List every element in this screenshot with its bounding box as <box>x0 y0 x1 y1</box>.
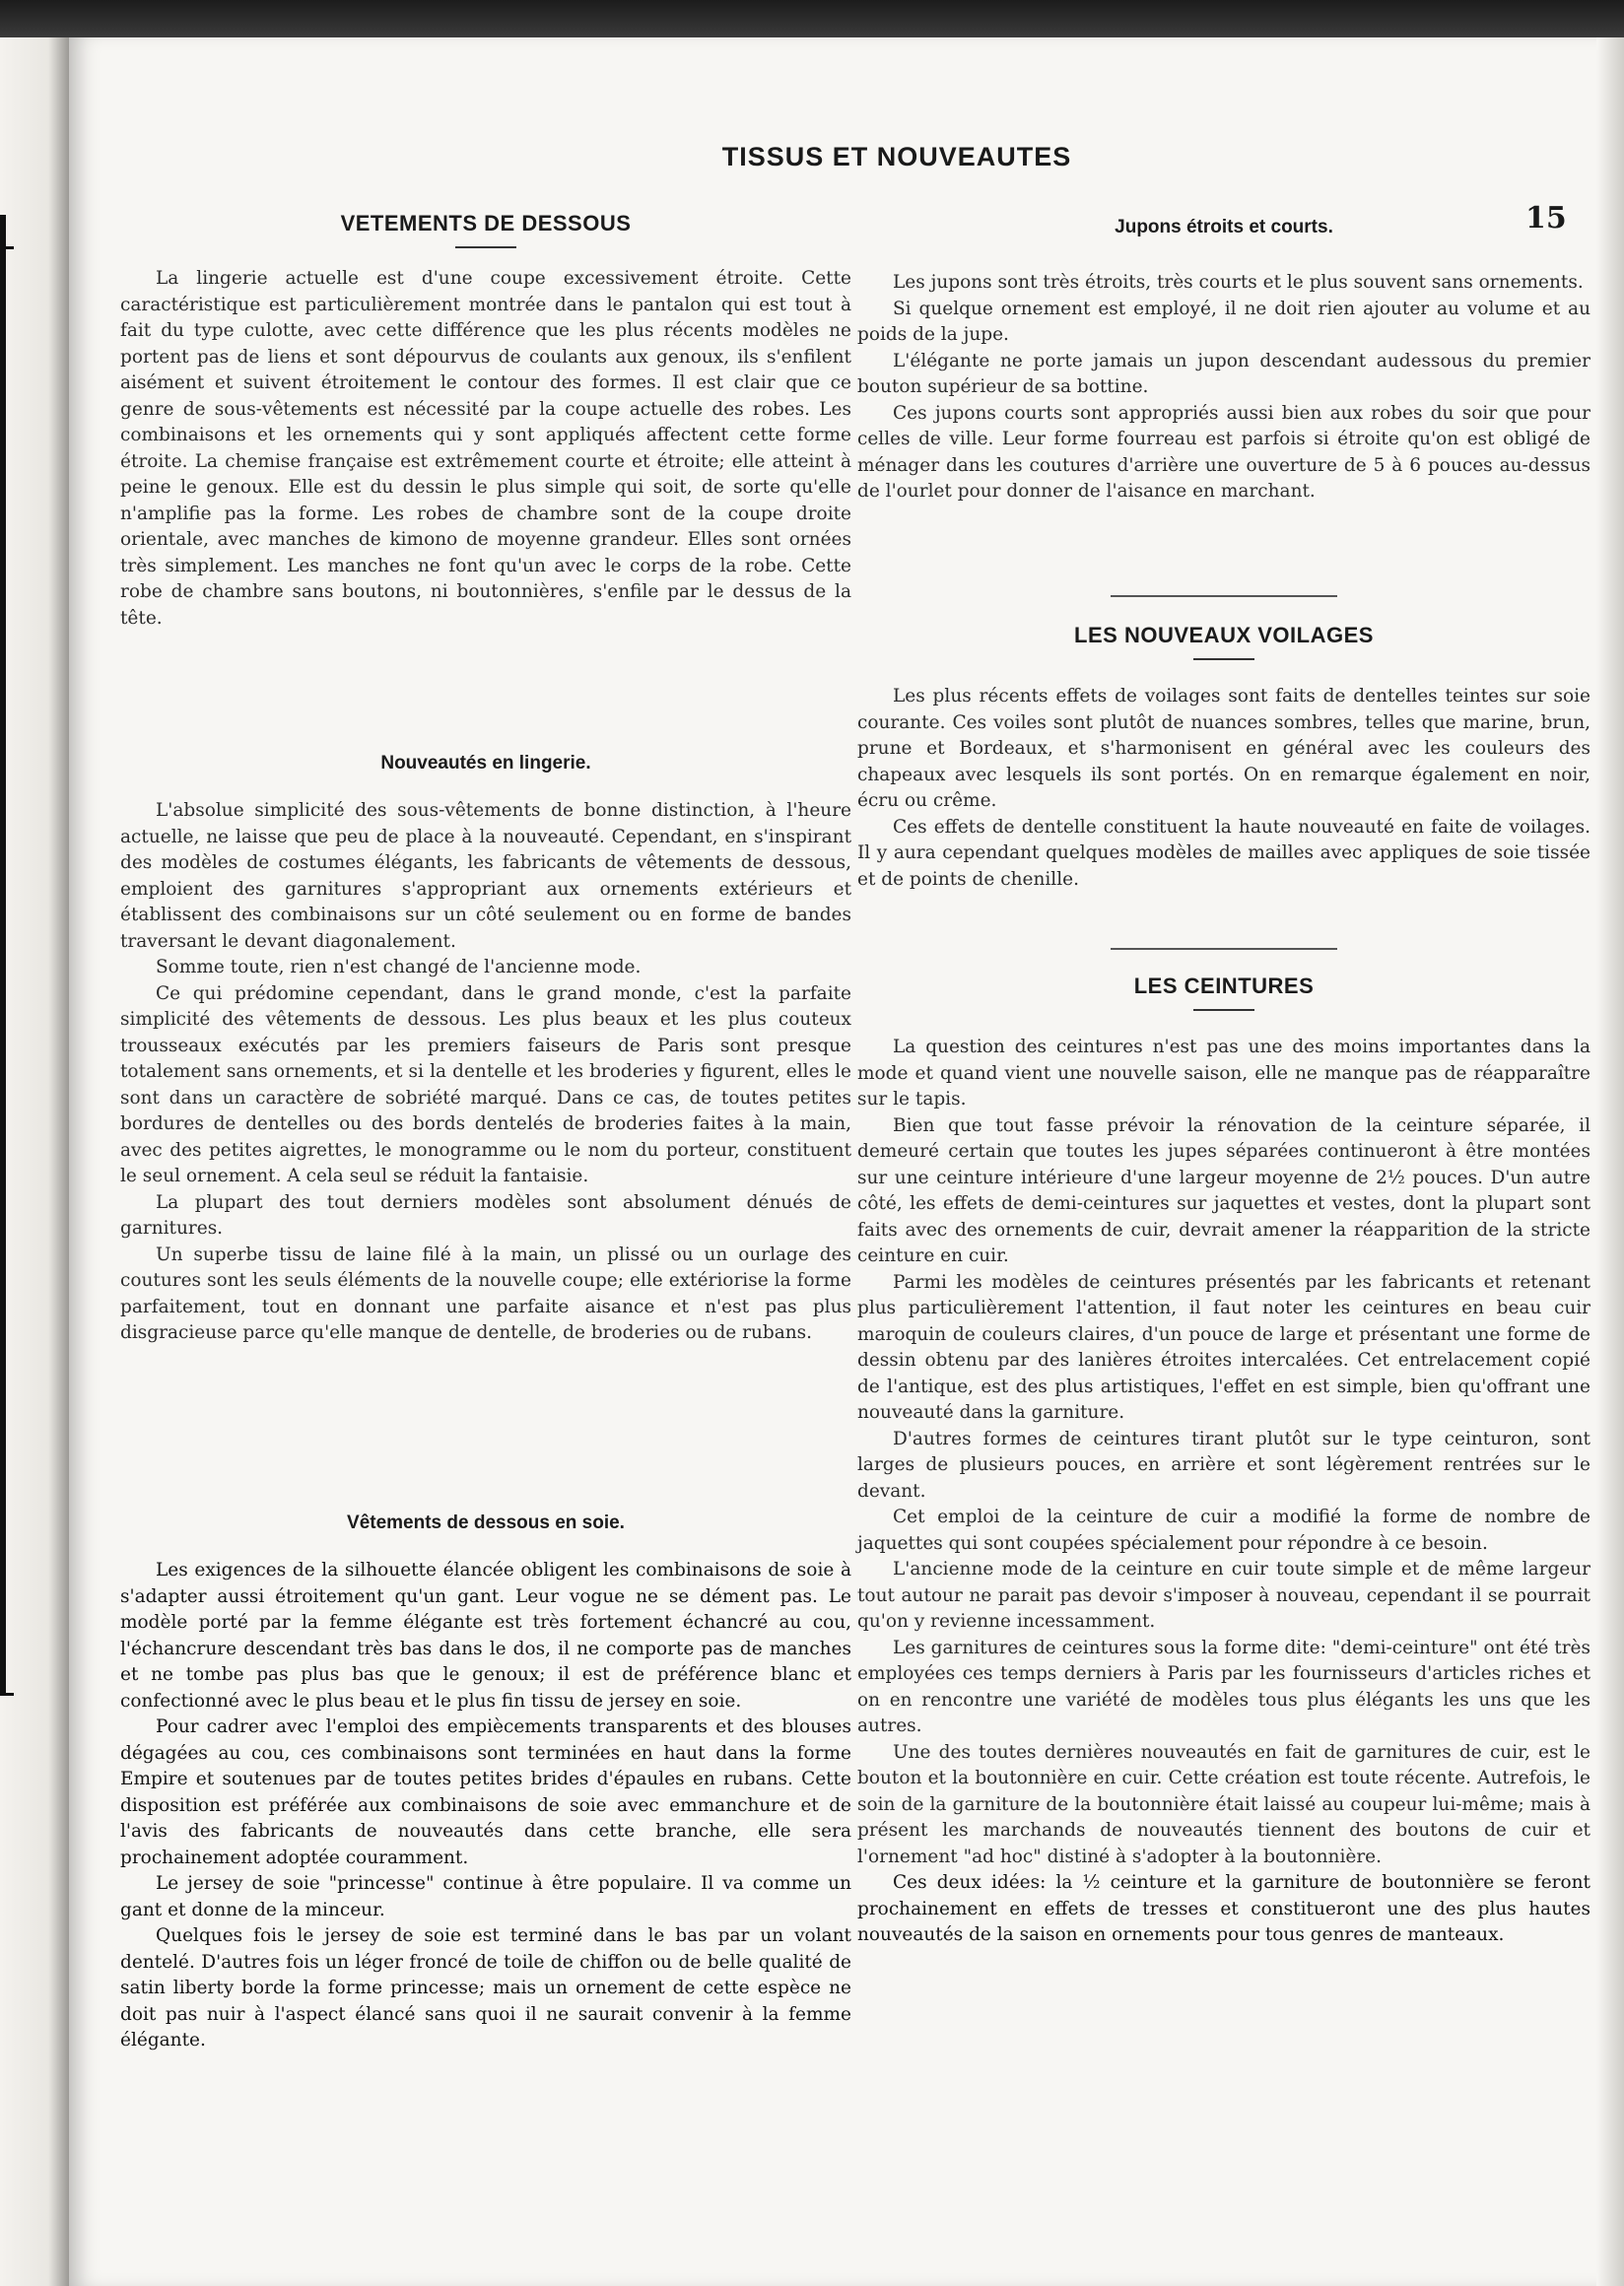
section-heading: Jupons étroits et courts. <box>1115 217 1333 237</box>
section-nouveautes-lingerie <box>120 753 851 774</box>
section-ceintures <box>857 974 1590 1011</box>
paragraph: Cet emploi de la ceinture de cuir a modifié la forme de nombre de jaquettes qui sont coupées spécialement pour répondre à ce besoin. <box>857 1507 1590 1554</box>
paragraph: Le jersey de soie "princesse" continue à être populaire. Il va comme un gant et donne de la minceur. <box>120 1873 851 1920</box>
section-vetements-de-dessous <box>120 211 851 248</box>
running-title: TISSUS ET NOUVEAUTES <box>721 142 1072 171</box>
paragraph: Ces jupons courts sont appropriés aussi bien aux robes du soir que pour celles de ville. Leur forme fourreau est parfois si étroite qu'on est obligé de ménager dans les coutures d'arrière une ouverture de 5 à 6 pouces au-dessus de l'ourlet pour donner de l'aisance en marchant. <box>857 402 1590 502</box>
previous-page-border-line <box>0 215 6 1693</box>
paragraph: Si quelque ornement est employé, il ne doit rien ajouter au volume et au poids de la jupe. <box>857 298 1590 345</box>
section-divider <box>857 948 1590 950</box>
paragraph: L'élégante ne porte jamais un jupon descendant audessous du premier bouton supérieur de sa bottine. <box>857 350 1590 397</box>
heading-rule <box>1193 658 1254 660</box>
previous-page-edge <box>0 37 69 2286</box>
page-number: 15 <box>1525 201 1567 235</box>
section-heading: Nouveautés en lingerie. <box>380 753 591 773</box>
section-body <box>857 684 1590 893</box>
paragraph: Quelques fois le jersey de soie est terminé dans le bas par un volant dentelé. D'autres fois un léger froncé de toile de chiffon ou de belle qualité de satin liberty borde la forme princesse; mais un ornement de cette espèce ne doit pas nuir à l'aspect élancé sans quoi il ne saurait convenir à la femme élégante. <box>120 1925 851 2051</box>
section-body <box>120 798 851 1347</box>
paragraph: Ce qui prédomine cependant, dans le grand monde, c'est la parfaite simplicité des vêtements de dessous. Les plus beaux et les plus couteux trousseaux exécutés par les premiers faiseurs de Paris sont presque totalement sans ornements, et si la dentelle et les broderies y figurent, elles le sont dans un caractère de sobriété marqué. Dans ce cas, de toutes petites bordures de dentelles ou des bords dentelés de broderies faites à la main, avec des petites aigrettes, le monogramme ou le nom du porteur, constituent le seul ornement. A cela seul se réduit la fantaisie. <box>120 982 851 1186</box>
section-heading: Vêtements de dessous en soie. <box>347 1513 625 1533</box>
paragraph: D'autres formes de ceintures tirant plutôt sur le type ceinturon, sont larges de plusieurs pouces, en arrière et sont légèrement rentrées sur le devant. <box>857 1428 1590 1502</box>
paragraph: Ces effets de dentelle constituent la haute nouveauté en faite de voilages. Il y aura cependant quelques modèles de mailles avec appliques de soie tissée et de points de chenille. <box>857 816 1590 890</box>
section-divider-line <box>1111 948 1337 950</box>
magazine-page <box>69 37 1624 2286</box>
paragraph: L'ancienne mode de la ceinture en cuir toute simple et de même largeur tout autour ne parait pas devoir s'imposer à nouveau, cependant il se pourrait qu'on y revienne incessamment. <box>857 1559 1590 1632</box>
section-body <box>857 1035 1590 1949</box>
paragraph: Ces deux idées: la ½ ceinture et la garniture de boutonnière se feront prochainement en effets de tresses et constitueront une des plus hautes nouveautés de la saison en ornements pour tous genres de manteaux. <box>857 1872 1590 1945</box>
section-jupons <box>857 217 1590 238</box>
paragraph: La question des ceintures n'est pas une des moins importantes dans la mode et quand vient une nouvelle saison, elle ne manque pas de réapparaître sur le tapis. <box>857 1037 1590 1109</box>
section-divider-line <box>1111 595 1337 597</box>
paragraph: Les exigences de la silhouette élancée obligent les combinaisons de soie à s'adapter aussi étroitement qu'un gant. Leur vogue ne se dément pas. Le modèle porté par la femme élégante est très fortement échancré au cou, l'échancrure descendant très bas dans le dos, il ne comporte pas de manches et ne tombe pas plus bas que le genoux; il est de préférence blanc et confectionné avec le plus beau et le plus fin tissu de jersey en soie. <box>120 1560 851 1712</box>
paragraph: Pour cadrer avec l'emploi des empiècements transparents et des blouses dégagées au cou, ces combinaisons sont terminées en haut dans la forme Empire et soutenues par de toutes petites brides d'épaules en rubans. Cette disposition est préférée aux combinaisons de soie avec emmanchure et de l'avis des fabricants de nouveautés dans cette branche, elle sera prochainement adoptée couramment. <box>120 1716 851 1868</box>
section-heading: LES CEINTURES <box>1133 974 1315 998</box>
paragraph: Les garnitures de ceintures sous la forme dite: "demi-ceinture" ont été très employées ces temps derniers à Paris par les fournisseurs d'articles riches et on en rencontre une variété de modèles tous plus élégants les uns que les autres. <box>857 1637 1590 1736</box>
paragraph: Les plus récents effets de voilages sont faits de dentelles teintes sur soie courante. Ces voiles sont plutôt de nuances sombres, telles que marine, brun, prune et Bordeaux, et s'harmonisent en général avec les couleurs des chapeaux avec lesquels ils sont portés. On en remarque également en noir, écru ou crême. <box>857 686 1590 811</box>
section-divider <box>857 595 1590 597</box>
paragraph: La plupart des tout derniers modèles sont absolument dénués de garnitures. <box>120 1191 851 1239</box>
section-body <box>857 270 1590 505</box>
paragraph: Somme toute, rien n'est changé de l'ancienne mode. <box>156 957 642 977</box>
section-heading: VETEMENTS DE DESSOUS <box>340 211 632 235</box>
paragraph: Bien que tout fasse prévoir la rénovation de la ceinture séparée, il demeuré certain que toutes les jupes séparées continueront à être montées sur une ceinture intérieure d'une largeur moyenne de 2½ pouces. D'un autre côté, les effets de demi-ceintures sur jaquettes et vestes, dont la plupart sont faits avec des ornements de cuir, devrait amener la réapparition de la stricte ceinture en cuir. <box>857 1114 1590 1266</box>
section-dessous-en-soie <box>120 1513 851 1534</box>
paragraph: Un superbe tissu de laine filé à la main, un plissé ou un ourlage des coutures sont les seuls éléments de la nouvelle coupe; elle extériorise la forme parfaitement, tout en donnant une parfaite aisance et n'est pas plus disgracieuse parce qu'elle manque de dentelle, de broderies ou de rubans. <box>120 1244 851 1343</box>
paragraph: Parmi les modèles de ceintures présentés par les fabricants et retenant plus particulièrement l'attention, il faut noter les ceintures en beau cuir maroquin de couleurs claires, d'un pouce de large et présentant une forme de dessin obtenu par des lanières étroites intercalées. Cet entrelacement copié de l'antique, est des plus artistiques, l'effet en est simple, bien qu'offrant une nouveauté dans la garniture. <box>857 1271 1590 1423</box>
paragraph: L'absolue simplicité des sous-vêtements de bonne distinction, à l'heure actuelle, ne laisse que peu de place à la nouveauté. Cependant, en s'inspirant des modèles de costumes élégants, les fabricants de vêtements de dessous, emploient des garnitures s'appropriant aux ornements extérieurs et établissent des combinaisons sur un côté seulement ou en forme de bandes traversant le devant diagonalement. <box>120 800 851 952</box>
section-body <box>120 266 851 632</box>
previous-page-border-corner-bottom <box>0 1693 14 1696</box>
paragraph: Les jupons sont très étroits, très courts et le plus souvent sans ornements. <box>893 272 1584 293</box>
section-body <box>120 1558 851 2054</box>
section-voilages <box>857 623 1590 660</box>
page-edge-shadow <box>1596 37 1624 2286</box>
section-heading: LES NOUVEAUX VOILAGES <box>1074 623 1374 647</box>
previous-page-border-corner-top <box>0 246 14 249</box>
paragraph: Une des toutes dernières nouveautés en fait de garnitures de cuir, est le bouton et la boutonnière en cuir. Cette création est toute récente. Autrefois, le soin de la garniture de la boutonnière était laissé au coupeur lui-même; mais à présent les marchands de nouveautés tiennent des boutons de cuir et l'ornement "ad hoc" distiné à s'adopter à la boutonnière. <box>857 1741 1590 1867</box>
heading-rule <box>1193 1009 1254 1011</box>
heading-rule <box>455 246 516 248</box>
scan-background-top <box>0 0 1624 37</box>
paragraph: La lingerie actuelle est d'une coupe excessivement étroite. Cette caractéristique est particulièrement montrée dans le pantalon qui est tout à fait du type culotte, avec cette différence que les plus récents modèles ne portent pas de liens et sont dépourvus de coulants aux genoux, ils s'enfilent aisément et suivent étroitement le contour des formes. Il est clair que ce genre de sous-vêtements est nécessité par la coupe actuelle des robes. Les combinaisons et les ornements qui y sont appliqués affectent cette forme étroite. La chemise française est extrêmement courte et étroite; elle atteint à peine le genoux. Elle est du dessin le plus simple qui soit, de sorte qu'elle n'amplifie pas la forme. Les robes de chambre sont de la coupe droite orientale, avec manches de kimono de moyenne grandeur. Elles sont ornées très simplement. Les manches ne font qu'un avec le corps de la robe. Cette robe de chambre sans boutons, ni boutonnières, s'enfile par le dessus de la tête. <box>120 268 851 629</box>
